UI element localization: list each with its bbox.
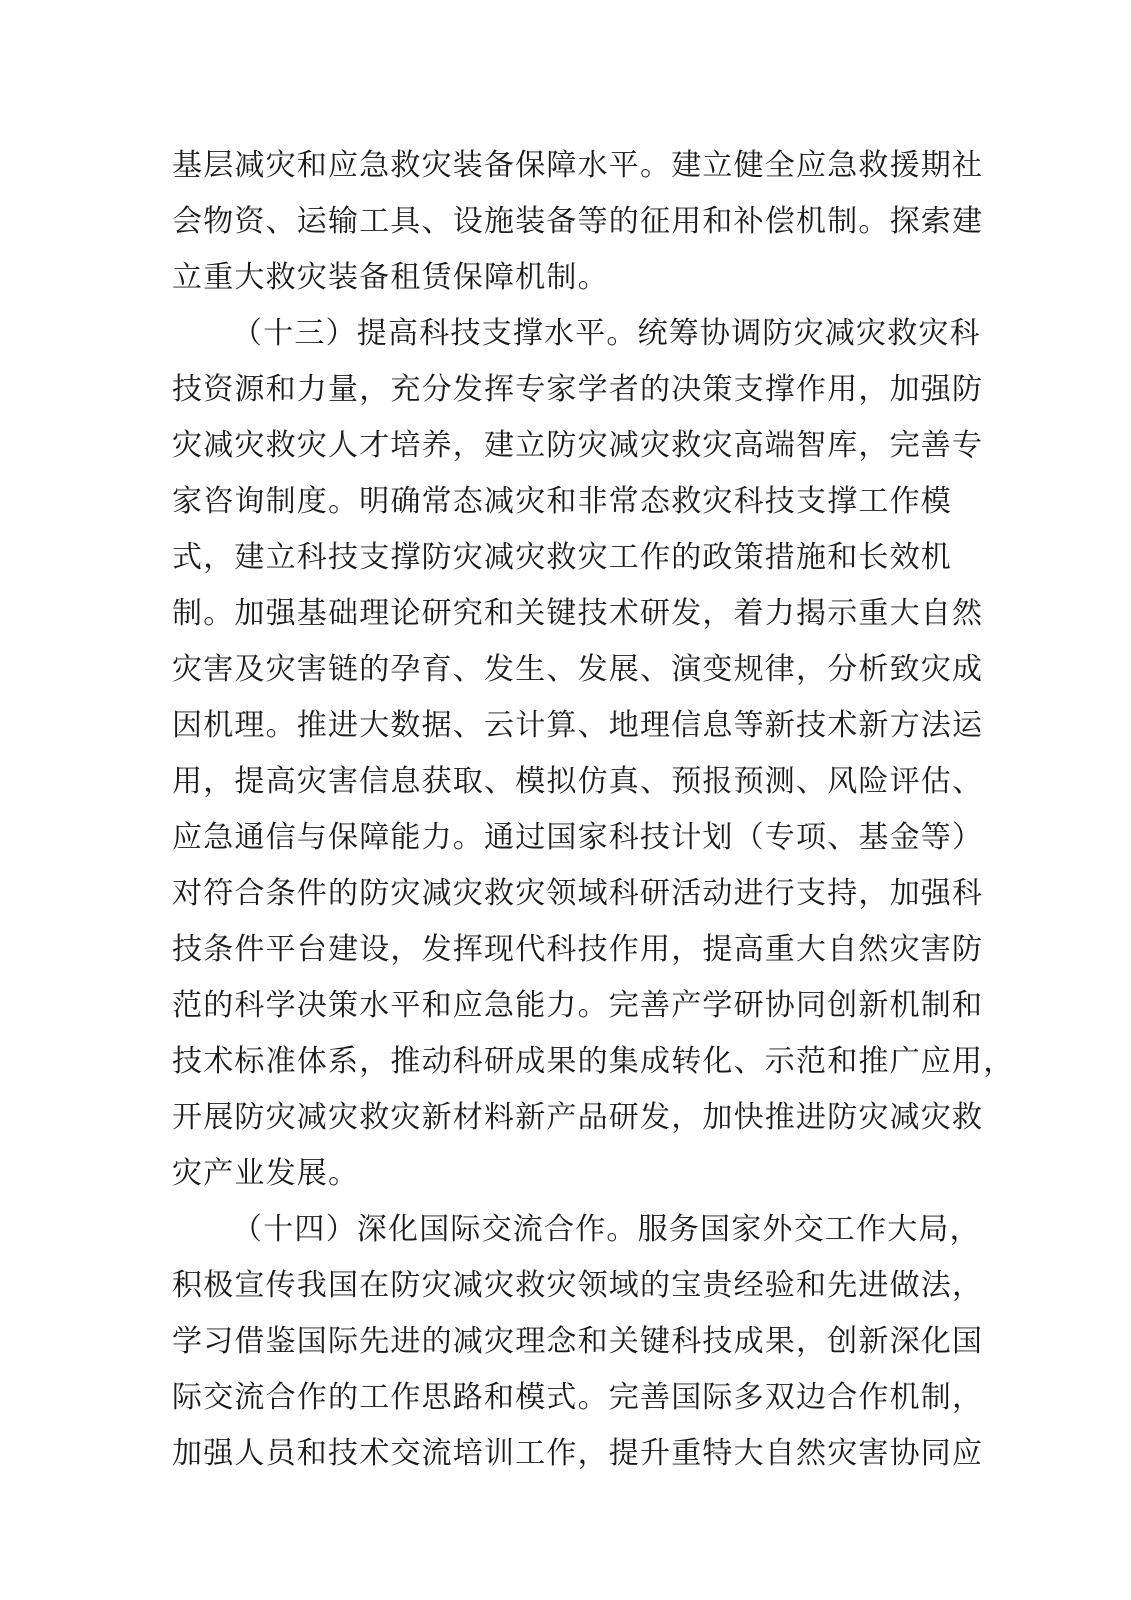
text-line: 立重大救灾装备租赁保障机制。: [172, 260, 609, 295]
text-line: 技术标准体系，推动科研成果的集成转化、示范和推广应用，: [172, 1044, 1015, 1079]
text-line: 制。加强基础理论研究和关键技术研发，着力揭示重大自然: [172, 596, 984, 631]
text-line: 用，提高灾害信息获取、模拟仿真、预报预测、风险评估、: [172, 764, 984, 799]
text-line: 家咨询制度。明确常态减灾和非常态救灾科技支撑工作模: [172, 484, 952, 519]
text-line: 对符合条件的防灾减灾救灾领域科研活动进行支持，加强科: [172, 876, 984, 911]
text-line: 灾产业发展。: [172, 1156, 360, 1191]
text-line: 会物资、运输工具、设施装备等的征用和补偿机制。探索建: [172, 204, 984, 239]
text-line: 开展防灾减灾救灾新材料新产品研发，加快推进防灾减灾救: [172, 1100, 984, 1135]
text-line: （十四）深化国际交流合作。服务国家外交工作大局，: [232, 1212, 981, 1247]
text-line: 技资源和力量，充分发挥专家学者的决策支撑作用，加强防: [172, 372, 984, 407]
text-line: 技条件平台建设，发挥现代科技作用，提高重大自然灾害防: [172, 932, 984, 967]
text-line: 基层减灾和应急救灾装备保障水平。建立健全应急救援期社: [172, 148, 984, 183]
text-line: 因机理。推进大数据、云计算、地理信息等新技术新方法运: [172, 708, 984, 743]
text-line: 积极宣传我国在防灾减灾救灾领域的宝贵经验和先进做法，: [172, 1268, 984, 1303]
text-line: 应急通信与保障能力。通过国家科技计划（专项、基金等）: [172, 820, 984, 855]
body-text: [172, 138, 1015, 1482]
text-line: 加强人员和技术交流培训工作，提升重特大自然灾害协同应: [172, 1436, 984, 1471]
text-line: （十三）提高科技支撑水平。统筹协调防灾减灾救灾科: [232, 316, 981, 351]
text-line: 式，建立科技支撑防灾减灾救灾工作的政策措施和长效机: [172, 540, 952, 575]
text-line: 际交流合作的工作思路和模式。完善国际多双边合作机制，: [172, 1380, 984, 1415]
text-line: 灾害及灾害链的孕育、发生、发展、演变规律，分析致灾成: [172, 652, 984, 687]
text-line: 灾减灾救灾人才培养，建立防灾减灾救灾高端智库，完善专: [172, 428, 984, 463]
text-line: 学习借鉴国际先进的减灾理念和关键科技成果，创新深化国: [172, 1324, 984, 1359]
text-line: 范的科学决策水平和应急能力。完善产学研协同创新机制和: [172, 988, 984, 1023]
